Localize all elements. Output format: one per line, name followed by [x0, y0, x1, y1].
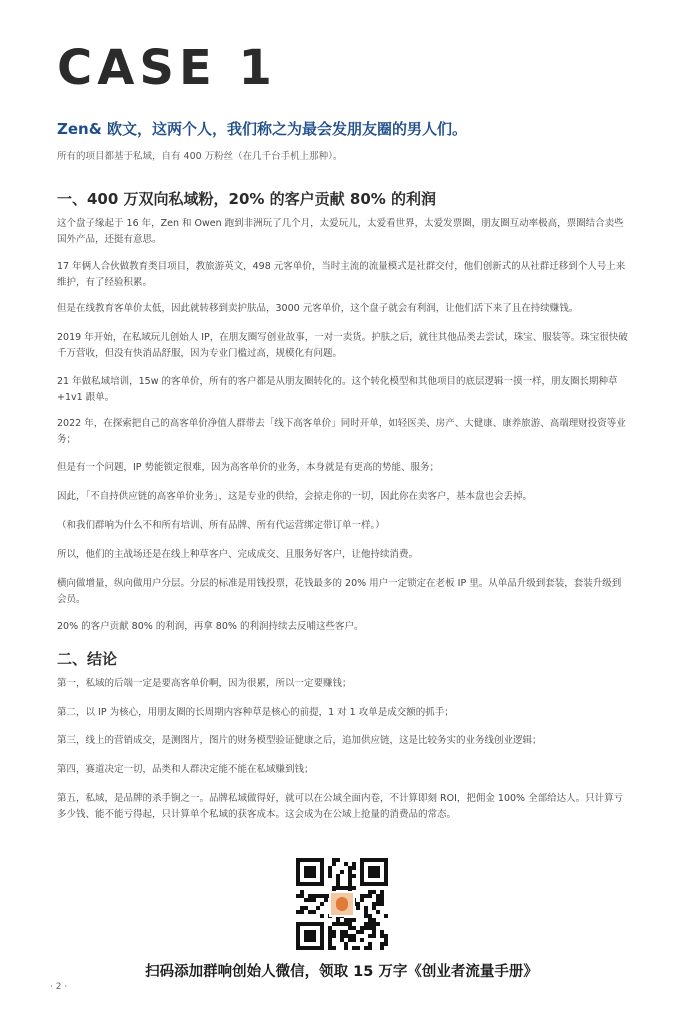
- conclusion-paragraph: 第五，私域，是品牌的杀手锏之一。品牌私域做得好，就可以在公域全面内卷，不计算即刻 ROI，把佣金 100% 全部给达人。只计算亏多少钱、能不能亏得起，只计算单个私域的获客成本。这会成为在公域上抢量的消费品的常态。: [57, 793, 624, 820]
- section-1-paragraph: （和我们群响为什么不和所有培训、所有品牌、所有代运营绑定带订单一样。）: [57, 520, 385, 531]
- avatar: [329, 891, 355, 917]
- section-1-paragraph: 因此，「不自持供应链的高客单价业务」，这是专业的供给，会掠走你的一切，因此你在卖客户，基本盘也会丢掉。: [57, 491, 533, 502]
- case-title: CASE 1: [57, 40, 277, 96]
- section-1-paragraph: 20% 的客户贡献 80% 的利润，再拿 80% 的利润持续去反哺这些客户。: [57, 621, 364, 632]
- conclusion-paragraph: 第三，线上的营销成交，是测图片，图片的财务模型验证健康之后，追加供应链，这是比较务实的业务线创业逻辑；: [57, 735, 542, 746]
- qr-code-icon[interactable]: [296, 858, 388, 950]
- section-1-paragraph: 21 年做私域培训，15w 的客单价，所有的客户都是从朋友圈转化的。这个转化模型和其他项目的底层逻辑一摸一样，朋友圈长期种草 +1v1 跟单。: [57, 376, 618, 403]
- section-1-paragraph: 2022 年，在探索把自己的高客单价净值人群带去「线下高客单价」同时开单，如轻医美、房产、大健康、康养旅游、高端理财投资等业务；: [57, 418, 626, 445]
- intro-text: 所有的项目都基于私域，自有 400 万粉丝（在几千台手机上那种）。: [57, 151, 343, 162]
- section-1-paragraph: 这个盘子缘起于 16 年，Zen 和 Owen 跑到非洲玩了几个月，太爱玩儿，太爱看世界，太爱发票圈，朋友圈互动率极高，票圈结合卖些国外产品，还挺有意思。: [57, 218, 624, 245]
- section-1-paragraph: 但是在线教育客单价太低，因此就转移到卖护肤品，3000 元客单价，这个盘子就会有利润，让他们活下来了且在持续赚钱。: [57, 303, 579, 314]
- call-to-action: 扫码添加群响创始人微信，领取 15 万字《创业者流量手册》: [145, 964, 538, 980]
- section-1-title: 一、400 万双向私域粉，20% 的客户贡献 80% 的利润: [57, 190, 437, 208]
- section-1-paragraph: 横向做增量，纵向做用户分层。分层的标准是用钱投票，花钱最多的 20% 用户一定锁定在老板 IP 里。从单品升级到套装，套装升级到会员。: [57, 578, 622, 605]
- conclusion-paragraph: 第二，以 IP 为核心，用朋友圈的长周期内容种草是核心的前提，1 对 1 攻单是成交额的抓手；: [57, 707, 454, 718]
- page-number: · 2 ·: [50, 982, 68, 992]
- section-1-paragraph: 2019 年开始，在私域玩儿创始人 IP，在朋友圈写创业故事，一对一卖货。护肤之后，就往其他品类去尝试，珠宝、服装等。珠宝很快破千万营收，但没有快消品舒服，因为专业门槛过高，规模化有问题。: [57, 332, 628, 359]
- headline: Zen& 欧文，这两个人，我们称之为最会发朋友圈的男人们。: [57, 120, 468, 138]
- section-2-title: 二、结论: [57, 650, 118, 668]
- section-1-paragraph: 但是有一个问题，IP 势能锁定很难，因为高客单价的业务，本身就是有更高的势能、服务；: [57, 462, 440, 473]
- conclusion-paragraph: 第一，私域的后端一定是要高客单价啊，因为很累，所以一定要赚钱；: [57, 678, 352, 689]
- section-1-paragraph: 17 年俩人合伙做教育类目项目，教旅游英文，498 元客单价，当时主流的流量模式是社群交付，他们创新式的从社群迁移到个人号上来维护，有了经验积累。: [57, 261, 626, 288]
- section-1-paragraph: 所以，他们的主战场还是在线上种草客户、完成成交、且服务好客户，让他持续消费。: [57, 549, 419, 560]
- conclusion-paragraph: 第四，赛道决定一切，品类和人群决定能不能在私域赚到钱；: [57, 764, 314, 775]
